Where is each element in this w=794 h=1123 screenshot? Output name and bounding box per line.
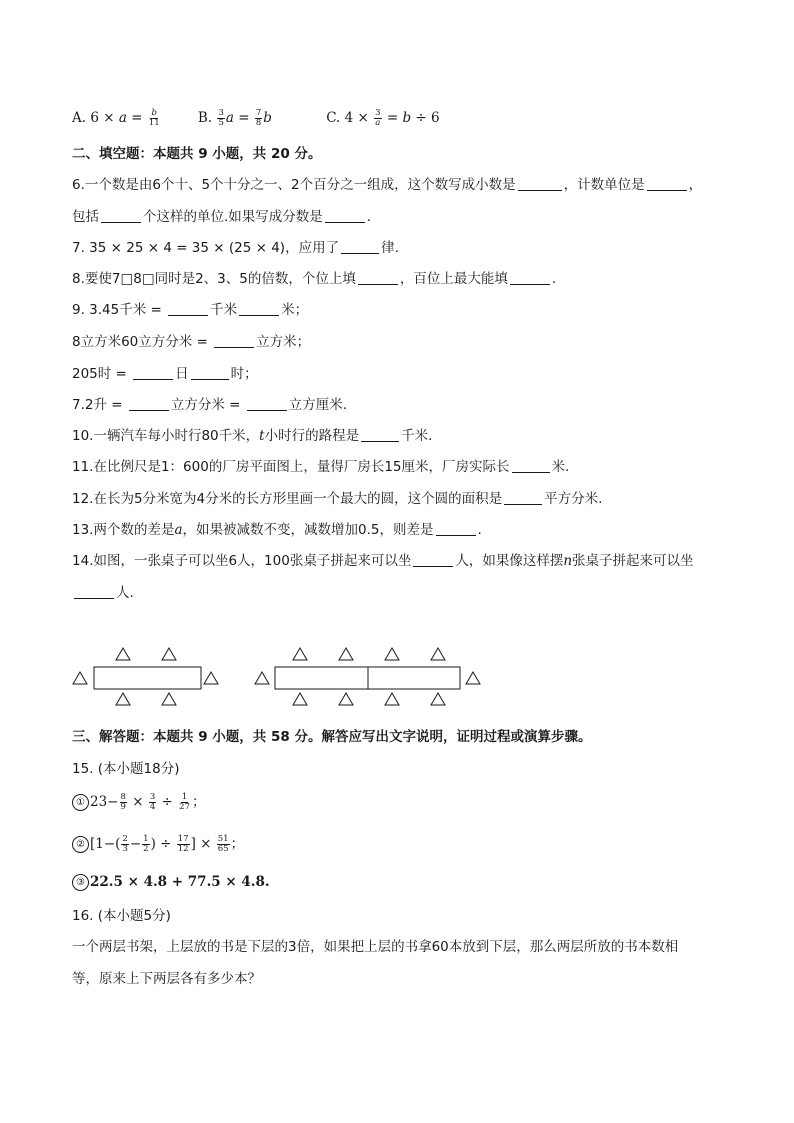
seat-triangle: [466, 672, 480, 684]
option-c: C. 4 × $\frac{3}{a}$ = b ÷ 6: [326, 108, 440, 128]
seat-triangle: [73, 672, 87, 684]
seat-triangle: [293, 693, 307, 705]
seat-triangle: [204, 672, 218, 684]
section2-title: 二、填空题：本题共 9 小题，共 20 分。: [72, 146, 322, 162]
q16-line1: 一个两层书架，上层放的书是下层的3倍，如果把上层的书拿60本放到下层，那么两层所放的书本数相: [72, 939, 679, 955]
seat-triangle: [162, 648, 176, 660]
q5-options: [72, 108, 440, 128]
seat-triangle: [339, 648, 353, 660]
q6-line2: 包括 个这样的单位.如果写成分数是 .: [72, 209, 372, 225]
q6-line1: 6.一个数是由6个十、5个十分之一、2个百分之一组成，这个数写成小数是 ，计数单位是 ，: [72, 177, 703, 193]
q13: 13.两个数的差是a，如果被减数不变，减数增加0.5，则差是 .: [72, 522, 482, 538]
q14-line1: 14.如图，一张桌子可以坐6人，100张桌子拼起来可以坐 人，如果像这样摆n张桌子拼起来可以坐: [72, 553, 694, 569]
seat-triangle: [431, 648, 445, 660]
seat-triangle: [162, 693, 176, 705]
q14-line2: 人.: [72, 583, 134, 603]
seat-triangle: [385, 648, 399, 660]
q9-line4: 7.2升 = 立方分米 = 立方厘米.: [72, 397, 348, 413]
single-table: [94, 667, 201, 689]
tables-figure: [70, 640, 490, 710]
seat-triangle: [116, 693, 130, 705]
seat-triangle: [255, 672, 269, 684]
q12: 12.在长为5分米宽为4分米的长方形里画一个最大的圆，这个圆的面积是 平方分米.: [72, 491, 603, 507]
q15-expr2: ② [1−( $\frac{2}{3}$ − $\frac{1}{2}$ ) ÷ $\frac{17}{12}$ ] × $\frac{51}{65}$ ；: [72, 834, 244, 854]
seat-triangle: [385, 693, 399, 705]
section3-title: 三、解答题：本题共 9 小题，共 58 分。解答应写出文字说明，证明过程或演算步骤。: [72, 729, 592, 745]
q10: 10.一辆汽车每小时行80千米，t小时行的路程是 千米.: [72, 428, 433, 444]
seat-triangle: [339, 693, 353, 705]
seat-triangle: [431, 693, 445, 705]
q15-expr1: ① 23− $\frac{8}{9}$ × $\frac{3}{4}$ ÷ $\frac{1}{27}$ ；: [72, 792, 205, 812]
q9-line3: 205时 = 日 时；: [72, 366, 258, 382]
q15-heading: 15. (本小题18分): [72, 761, 180, 777]
q9-line1: 9. 3.45千米 = 千米 米；: [72, 302, 309, 318]
q9-line2: 8立方米60立方分米 = 立方米；: [72, 334, 311, 350]
q16-line2: 等，原来上下两层各有多少本？: [72, 971, 261, 987]
q11: 11.在比例尺是1：600的厂房平面图上，量得厂房长15厘米，厂房实际长 米.: [72, 459, 570, 475]
seat-triangle: [116, 648, 130, 660]
option-b: B. $\frac{3}{5}$ a = $\frac{7}{8}$ b: [197, 108, 272, 128]
q15-expr3: ③ 22.5 × 4.8 + 77.5 × 4.8.: [72, 872, 270, 892]
q8: 8.要使7□8□同时是2、3、5的倍数，个位上填 ，百位上最大能填 .: [72, 271, 557, 287]
q16-heading: 16. (本小题5分): [72, 908, 171, 924]
option-a: A. 6 × a = $\frac{b}{11}$: [72, 108, 160, 128]
q7: 7. 35 × 25 × 4 = 35 × (25 × 4)，应用了 律.: [72, 240, 399, 256]
seat-triangle: [293, 648, 307, 660]
